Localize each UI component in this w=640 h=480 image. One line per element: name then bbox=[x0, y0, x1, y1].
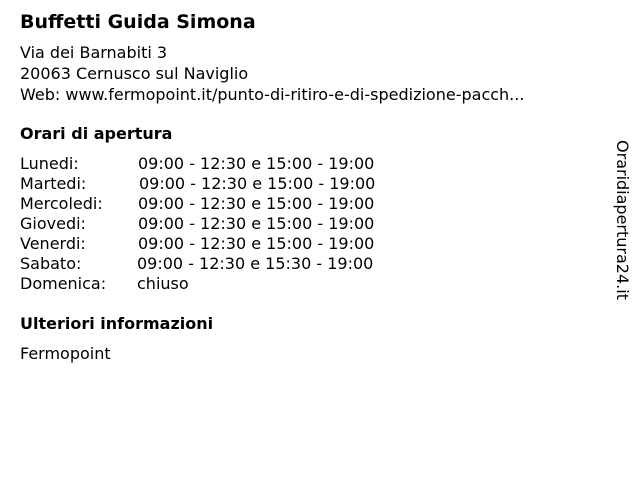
day-label: Sabato: bbox=[20, 254, 82, 273]
hours-value: 09:00 - 12:30 e 15:00 - 19:00 bbox=[138, 234, 375, 253]
day-label: Mercoledi: bbox=[20, 194, 103, 213]
hours-value: 09:00 - 12:30 e 15:00 - 19:00 bbox=[139, 174, 376, 193]
street-address: Via dei Barnabiti 3 bbox=[20, 43, 168, 62]
hours-value: 09:00 - 12:30 e 15:30 - 19:00 bbox=[137, 254, 374, 273]
day-label: Domenica: bbox=[20, 274, 107, 293]
day-label: Martedi: bbox=[20, 174, 87, 193]
website-link[interactable]: Web: www.fermopoint.it/punto-di-ritiro-e-di-spedizione-pacch... bbox=[20, 85, 525, 104]
day-label: Lunedi: bbox=[20, 154, 79, 173]
day-label: Venerdi: bbox=[20, 234, 86, 253]
hours-value: 09:00 - 12:30 e 15:00 - 19:00 bbox=[138, 194, 375, 213]
more-info-heading: Ulteriori informazioni bbox=[20, 314, 214, 333]
more-info-text: Fermopoint bbox=[20, 344, 111, 363]
hours-value: 09:00 - 12:30 e 15:00 - 19:00 bbox=[138, 154, 375, 173]
hours-value: chiuso bbox=[137, 274, 189, 293]
store-name: Buffetti Guida Simona bbox=[20, 11, 256, 33]
opening-hours-heading: Orari di apertura bbox=[20, 124, 173, 143]
day-label: Giovedi: bbox=[20, 214, 86, 233]
site-brand-watermark: Oraridiapertura24.it bbox=[613, 140, 632, 300]
hours-value: 09:00 - 12:30 e 15:00 - 19:00 bbox=[138, 214, 375, 233]
city-address: 20063 Cernusco sul Naviglio bbox=[20, 64, 249, 83]
